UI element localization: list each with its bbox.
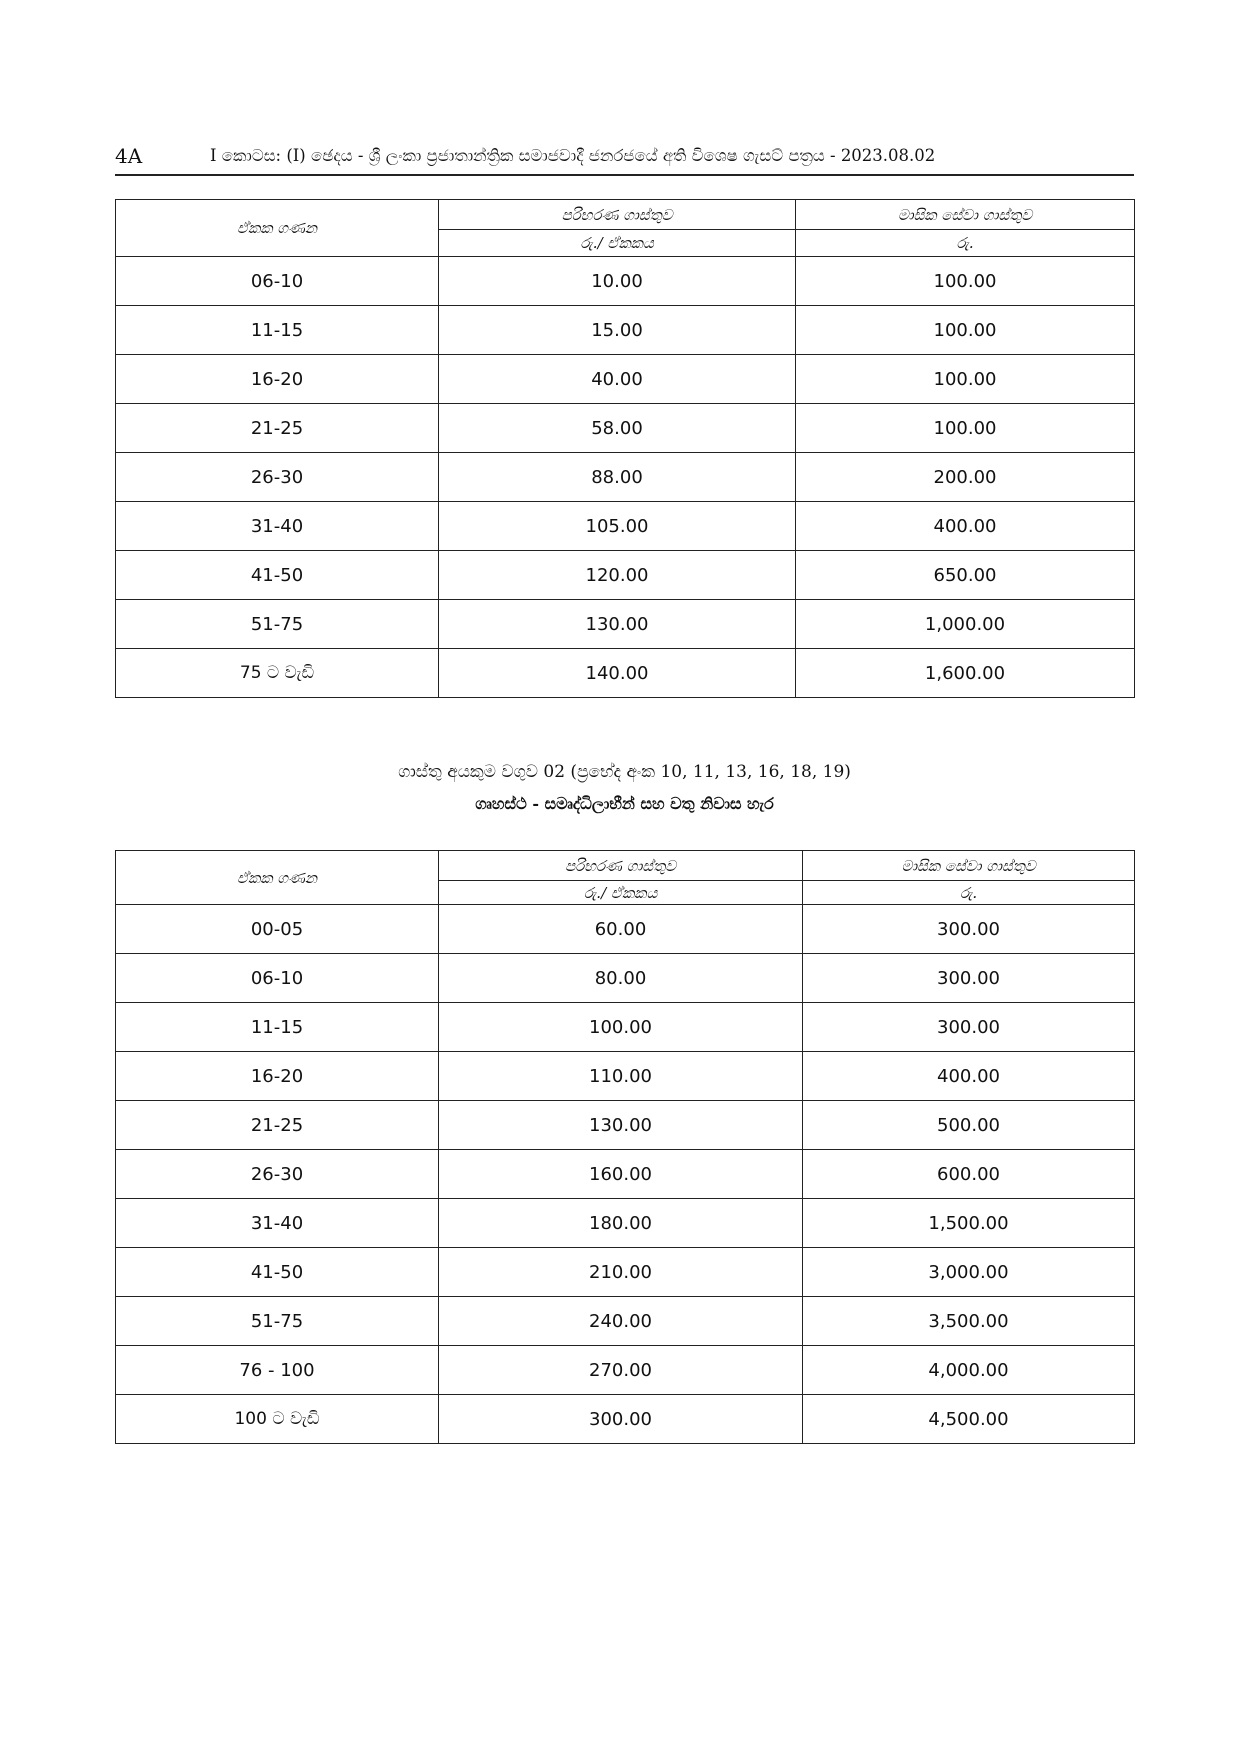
header-usage-charge: පරිභරණ ගාස්තුව [439, 851, 803, 881]
monthly-cell: 3,500.00 [803, 1297, 1135, 1346]
monthly-cell: 650.00 [796, 551, 1135, 600]
units-cell: 26-30 [116, 453, 439, 502]
units-cell: 76 - 100 [116, 1346, 439, 1395]
units-cell: 21-25 [116, 1101, 439, 1150]
table-row [116, 1395, 1135, 1444]
monthly-cell: 400.00 [803, 1052, 1135, 1101]
usage-cell: 140.00 [439, 649, 796, 698]
units-cell: 41-50 [116, 1248, 439, 1297]
monthly-cell: 300.00 [803, 1003, 1135, 1052]
table-row [116, 355, 1135, 404]
usage-cell: 130.00 [439, 1101, 803, 1150]
usage-cell: 120.00 [439, 551, 796, 600]
header-units: ඒකක ගණන [116, 200, 439, 257]
table-row [116, 306, 1135, 355]
units-cell: 31-40 [116, 1199, 439, 1248]
units-cell: 11-15 [116, 1003, 439, 1052]
monthly-cell: 4,000.00 [803, 1346, 1135, 1395]
tariff-table-2 [115, 850, 1135, 1444]
monthly-cell: 600.00 [803, 1150, 1135, 1199]
table-row [116, 1003, 1135, 1052]
usage-cell: 210.00 [439, 1248, 803, 1297]
header-usage-unit: රු./ ඒකකය [439, 881, 803, 905]
table-row [116, 502, 1135, 551]
usage-cell: 80.00 [439, 954, 803, 1003]
table-row [116, 453, 1135, 502]
page-header [115, 144, 1134, 176]
monthly-cell: 3,000.00 [803, 1248, 1135, 1297]
usage-cell: 60.00 [439, 905, 803, 954]
table-row [116, 1150, 1135, 1199]
running-head: I කොටස: (I) ඡෙදය - ශ්‍රී ලංකා ප්‍රජාතාන්ත්‍රික සමාජවාදී ජනරජයේ අති විශෙෂ ගැසට් පත්‍රය - 2023.08.02 [210, 146, 936, 165]
monthly-cell: 400.00 [796, 502, 1135, 551]
usage-cell: 110.00 [439, 1052, 803, 1101]
usage-cell: 180.00 [439, 1199, 803, 1248]
usage-cell: 240.00 [439, 1297, 803, 1346]
usage-cell: 105.00 [439, 502, 796, 551]
table-row [116, 649, 1135, 698]
units-cell: 16-20 [116, 1052, 439, 1101]
section-subtitle: ගෘහස්ථ - සමෘද්ධිලාභීන් සහ වතු නිවාස හැර [475, 794, 774, 813]
units-cell: 51-75 [116, 600, 439, 649]
monthly-cell: 1,600.00 [796, 649, 1135, 698]
units-cell: 75 ට වැඩි [116, 649, 439, 698]
table-row [116, 257, 1135, 306]
header-usage-unit: රු./ ඒකකය [439, 230, 796, 257]
units-cell: 51-75 [116, 1297, 439, 1346]
units-cell: 21-25 [116, 404, 439, 453]
table-row [116, 905, 1135, 954]
monthly-cell: 100.00 [796, 355, 1135, 404]
header-usage-charge: පරිභරණ ගාස්තුව [439, 200, 796, 230]
monthly-cell: 200.00 [796, 453, 1135, 502]
page-number: 4A [115, 144, 143, 168]
monthly-cell: 100.00 [796, 257, 1135, 306]
units-cell: 06-10 [116, 257, 439, 306]
units-cell: 41-50 [116, 551, 439, 600]
table-row [116, 600, 1135, 649]
usage-cell: 160.00 [439, 1150, 803, 1199]
units-cell: 00-05 [116, 905, 439, 954]
header-monthly-charge: මාසික සේවා ගාස්තුව [803, 851, 1135, 881]
header-monthly-charge: මාසික සේවා ගාස්තුව [796, 200, 1135, 230]
monthly-cell: 100.00 [796, 404, 1135, 453]
header-units: ඒකක ගණන [116, 851, 439, 905]
table-row [116, 1052, 1135, 1101]
monthly-cell: 100.00 [796, 306, 1135, 355]
header-monthly-unit: රු. [803, 881, 1135, 905]
tariff-table-1 [115, 199, 1135, 698]
section-title: ගාස්තු අයකුම වගුව 02 (ප්‍රභේද අංක 10, 11, 13, 16, 18, 19) [398, 762, 851, 782]
table-row [116, 1248, 1135, 1297]
usage-cell: 300.00 [439, 1395, 803, 1444]
table-row [116, 1101, 1135, 1150]
usage-cell: 270.00 [439, 1346, 803, 1395]
table-row [116, 1199, 1135, 1248]
usage-cell: 58.00 [439, 404, 796, 453]
monthly-cell: 300.00 [803, 954, 1135, 1003]
units-cell: 11-15 [116, 306, 439, 355]
table-row [116, 551, 1135, 600]
units-cell: 06-10 [116, 954, 439, 1003]
units-cell: 26-30 [116, 1150, 439, 1199]
units-cell: 100 ට වැඩි [116, 1395, 439, 1444]
usage-cell: 40.00 [439, 355, 796, 404]
table-row [116, 954, 1135, 1003]
usage-cell: 10.00 [439, 257, 796, 306]
usage-cell: 130.00 [439, 600, 796, 649]
monthly-cell: 1,500.00 [803, 1199, 1135, 1248]
monthly-cell: 300.00 [803, 905, 1135, 954]
monthly-cell: 1,000.00 [796, 600, 1135, 649]
monthly-cell: 4,500.00 [803, 1395, 1135, 1444]
table-row [116, 1297, 1135, 1346]
units-cell: 16-20 [116, 355, 439, 404]
units-cell: 31-40 [116, 502, 439, 551]
usage-cell: 88.00 [439, 453, 796, 502]
table-row [116, 404, 1135, 453]
usage-cell: 15.00 [439, 306, 796, 355]
header-monthly-unit: රු. [796, 230, 1135, 257]
monthly-cell: 500.00 [803, 1101, 1135, 1150]
usage-cell: 100.00 [439, 1003, 803, 1052]
table-row [116, 1346, 1135, 1395]
